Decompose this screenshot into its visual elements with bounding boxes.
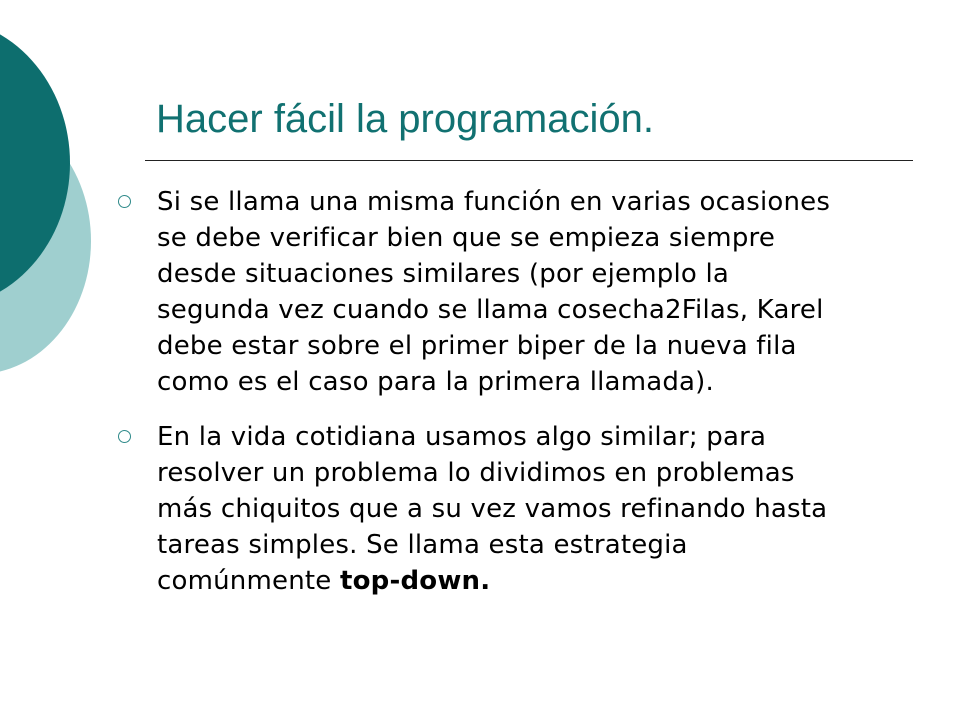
hollow-circle-bullet-icon — [118, 430, 131, 443]
bullet-text — [157, 419, 838, 599]
title-divider — [145, 160, 913, 161]
bullet-text-body: Si se llama una misma función en varias ocasiones se debe verificar bien que se empieza siempre desde situaciones similares (por ejemplo la segunda vez cuando se llama cosecha2Filas, Karel debe estar sobre el primer biper de la nueva fila como es el caso para la primera llamada). — [157, 187, 831, 397]
bullet-list — [118, 184, 838, 618]
bullet-item — [118, 419, 838, 599]
bullet-item — [118, 184, 838, 400]
bullet-text — [157, 184, 838, 400]
bullet-text-body: En la vida cotidiana usamos algo similar; para resolver un problema lo dividimos en problemas más chiquitos que a su vez vamos refinando hasta tareas simples. Se llama esta estrategia comúnmente — [157, 422, 828, 596]
bullet-text-emphasis: top-down. — [339, 566, 491, 596]
slide-title: Hacer fácil la programación. — [156, 97, 654, 141]
hollow-circle-bullet-icon — [118, 195, 131, 208]
